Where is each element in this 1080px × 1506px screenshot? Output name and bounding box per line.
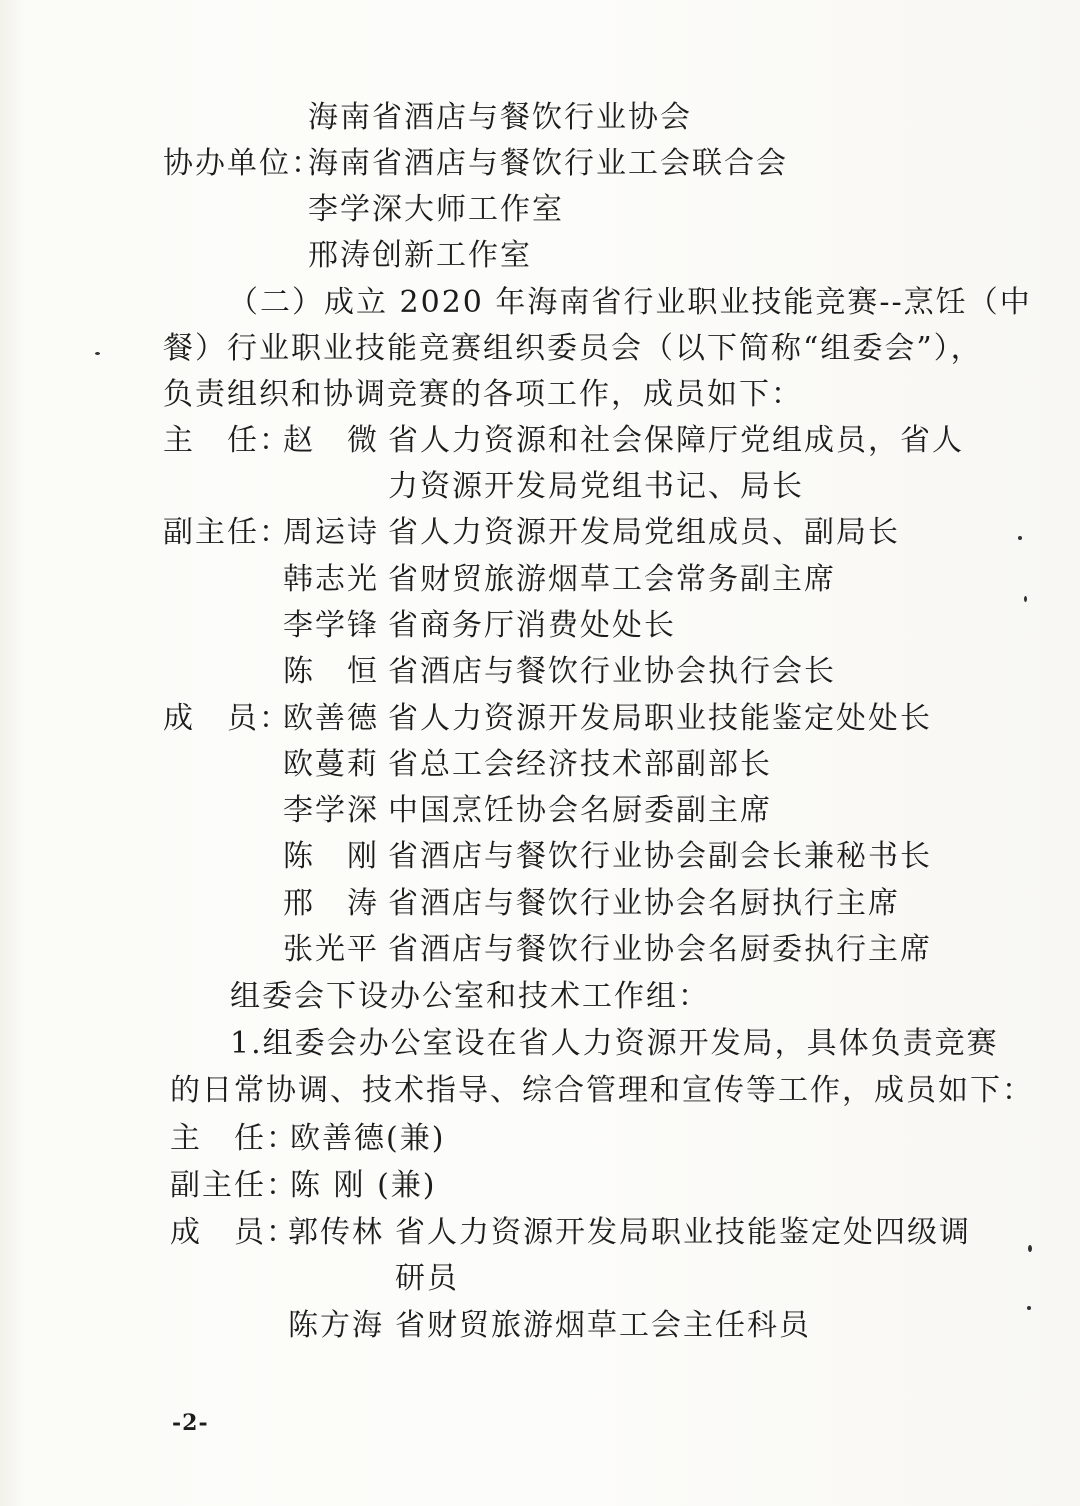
member-job: 省酒店与餐饮行业协会名厨执行主席 xyxy=(388,886,900,921)
member-name: 陈 刚 xyxy=(283,839,379,874)
office-line: 的日常协调、技术指导、综合管理和宣传等工作，成员如下： xyxy=(170,1073,1034,1108)
section-two-line: 负责组织和协调竞赛的各项工作，成员如下： xyxy=(163,377,803,412)
deputy-job: 省人力资源开发局党组成员、副局长 xyxy=(388,515,900,550)
director-name: 赵 微 xyxy=(283,423,379,458)
deputy-name: 李学锋 xyxy=(283,608,379,643)
co-organizer-item: 李学深大师工作室 xyxy=(308,192,564,227)
page-number: -2- xyxy=(172,1410,209,1436)
member-name: 欧善德 xyxy=(283,701,379,736)
co-organizer-item: 海南省酒店与餐饮行业工会联合会 xyxy=(308,146,788,181)
members-label: 成 员： xyxy=(163,701,291,736)
deputy-job: 省酒店与餐饮行业协会执行会长 xyxy=(388,654,836,689)
office-member-name: 陈方海 xyxy=(288,1308,384,1343)
member-job: 中国烹饪协会名厨委副主席 xyxy=(388,793,772,828)
co-organizers-label: 协办单位： xyxy=(163,146,323,181)
office-member-job: 省财贸旅游烟草工会主任科员 xyxy=(395,1308,811,1343)
office-member-job-continued: 研员 xyxy=(395,1261,459,1296)
organizer-line: 海南省酒店与餐饮行业协会 xyxy=(308,100,692,135)
member-name: 张光平 xyxy=(283,932,379,967)
scan-speck xyxy=(95,352,100,355)
scan-speck xyxy=(1018,536,1022,540)
deputy-name: 陈 恒 xyxy=(283,654,379,689)
deputy-job: 省商务厅消费处处长 xyxy=(388,608,676,643)
office-director-value: 欧善德(兼) xyxy=(290,1121,446,1156)
office-director-label: 主 任： xyxy=(170,1121,298,1156)
co-organizer-item: 邢涛创新工作室 xyxy=(308,238,532,273)
member-name: 邢 涛 xyxy=(283,886,379,921)
member-job: 省酒店与餐饮行业协会副会长兼秘书长 xyxy=(388,839,932,874)
deputy-label: 副主任： xyxy=(163,515,291,550)
office-member-job: 省人力资源开发局职业技能鉴定处四级调 xyxy=(395,1215,971,1250)
deputy-job: 省财贸旅游烟草工会常务副主席 xyxy=(388,562,836,597)
office-deputy-label: 副主任： xyxy=(170,1168,298,1203)
director-job: 省人力资源和社会保障厅党组成员，省人 xyxy=(388,423,964,458)
member-name: 李学深 xyxy=(283,793,379,828)
office-line: 1.组委会办公室设在省人力资源开发局，具体负责竞赛 xyxy=(230,1026,999,1061)
member-name: 欧蔓莉 xyxy=(283,747,379,782)
member-job: 省人力资源开发局职业技能鉴定处处长 xyxy=(388,701,932,736)
sub-intro: 组委会下设办公室和技术工作组： xyxy=(230,979,710,1014)
office-members-label: 成 员： xyxy=(170,1215,298,1250)
director-label: 主 任： xyxy=(163,423,291,458)
scan-speck xyxy=(1024,596,1027,602)
office-member-name: 郭传林 xyxy=(288,1215,384,1250)
scan-speck xyxy=(1028,1245,1032,1252)
scan-speck xyxy=(1027,1306,1031,1310)
section-two-line: 餐）行业职业技能竞赛组织委员会（以下简称“组委会”）， xyxy=(163,331,983,366)
deputy-name: 周运诗 xyxy=(283,515,379,550)
member-job: 省总工会经济技术部副部长 xyxy=(388,747,772,782)
section-two-line: （二）成立 2020 年海南省行业职业技能竞赛--烹饪（中 xyxy=(228,285,1032,320)
director-job-continued: 力资源开发局党组书记、局长 xyxy=(388,469,804,504)
office-deputy-value: 陈 刚 (兼) xyxy=(290,1168,437,1203)
deputy-name: 韩志光 xyxy=(283,562,379,597)
member-job: 省酒店与餐饮行业协会名厨委执行主席 xyxy=(388,932,932,967)
